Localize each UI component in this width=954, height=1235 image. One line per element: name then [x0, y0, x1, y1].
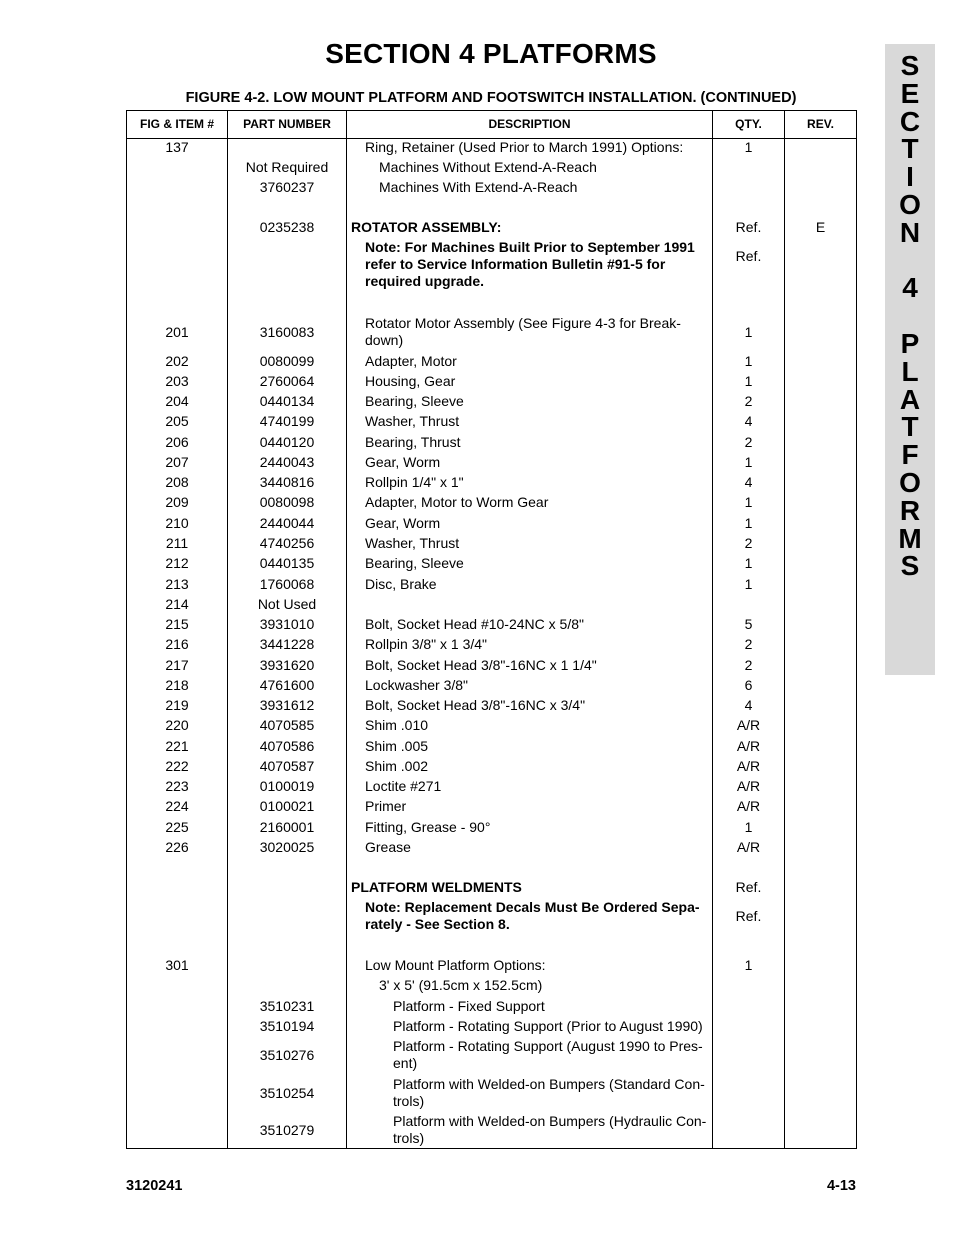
description-cell: Rollpin 1/4" x 1"	[365, 474, 464, 490]
fig-item-cell: 221	[165, 738, 189, 754]
description-cell: Gear, Worm	[365, 515, 441, 531]
fig-item-cell: 214	[165, 596, 189, 612]
description-cell: Low Mount Platform Options:	[365, 957, 546, 973]
part-number-cell: 4761600	[259, 677, 315, 693]
header-part-number: PART NUMBER	[243, 117, 331, 131]
fig-item-cell: 204	[165, 393, 189, 409]
qty-cell: 1	[744, 494, 753, 510]
fig-item-cell: 209	[165, 494, 189, 510]
document-number: 3120241	[126, 1178, 183, 1194]
part-number-cell: 0080099	[259, 353, 315, 369]
description-cell: Platform - Rotating Support (Prior to August 1990)	[393, 1018, 703, 1034]
description-cell: Bolt, Socket Head 3/8"-16NC x 3/4"	[365, 697, 586, 713]
part-number-cell: 3931620	[259, 657, 315, 673]
parts-table	[126, 110, 857, 1149]
part-number-cell: 3931010	[259, 616, 315, 632]
description-cell: Bearing, Sleeve	[365, 555, 464, 571]
qty-cell: A/R	[736, 839, 761, 855]
page-number: 4-13	[826, 1178, 856, 1194]
part-number-cell: 4070587	[259, 758, 315, 774]
header-qty: QTY.	[735, 117, 762, 131]
fig-item-cell: 220	[165, 717, 189, 733]
part-number-cell: 3510254	[259, 1085, 315, 1101]
qty-cell: 1	[744, 555, 753, 571]
part-number-cell: 3510231	[259, 998, 315, 1014]
description-cell: ROTATOR ASSEMBLY:	[351, 219, 502, 235]
part-number-cell: 2440043	[259, 454, 315, 470]
rev-cell: E	[815, 219, 826, 235]
description-cell: Washer, Thrust	[365, 413, 460, 429]
qty-cell: 1	[744, 139, 753, 155]
qty-cell: 4	[744, 697, 753, 713]
qty-cell: A/R	[736, 778, 761, 794]
part-number-cell: 3510279	[259, 1122, 315, 1138]
part-number-cell: 3440816	[259, 474, 315, 490]
qty-cell: 4	[744, 413, 753, 429]
part-number-cell: 3020025	[259, 839, 315, 855]
part-number-cell: 3160083	[259, 324, 315, 340]
section-title: SECTION 4 PLATFORMS	[325, 38, 657, 69]
qty-cell: 1	[744, 454, 753, 470]
description-cell: 3' x 5' (91.5cm x 152.5cm)	[379, 977, 543, 993]
part-number-cell: 1760068	[259, 576, 315, 592]
qty-cell: 6	[744, 677, 753, 693]
column-divider	[784, 111, 785, 1148]
qty-cell: A/R	[736, 758, 761, 774]
part-number-cell: 4740199	[259, 413, 315, 429]
description-cell: Bolt, Socket Head 3/8"-16NC x 1 1/4"	[365, 657, 597, 673]
part-number-cell: Not Used	[257, 596, 317, 612]
part-number-cell: 4740256	[259, 535, 315, 551]
part-number-cell: 2160001	[259, 819, 315, 835]
fig-item-cell: 219	[165, 697, 189, 713]
fig-item-cell: 226	[165, 839, 189, 855]
qty-cell: 2	[744, 657, 753, 673]
qty-cell: 1	[744, 373, 753, 389]
description-cell: Bearing, Thrust	[365, 434, 461, 450]
part-number-cell: 0100021	[259, 798, 315, 814]
description-cell: Adapter, Motor	[365, 353, 457, 369]
description-cell: Primer	[365, 798, 407, 814]
description-cell: Lockwasher 3/8"	[365, 677, 469, 693]
part-number-cell: 0235238	[259, 219, 315, 235]
fig-item-cell: 223	[165, 778, 189, 794]
part-number-cell: 3931612	[259, 697, 315, 713]
qty-cell: 1	[744, 324, 753, 340]
fig-item-cell: 201	[165, 324, 189, 340]
part-number-cell: 3510194	[259, 1018, 315, 1034]
fig-item-cell: 211	[165, 535, 189, 551]
header-fig-item: FIG & ITEM #	[139, 117, 214, 131]
description-cell: Adapter, Motor to Worm Gear	[365, 494, 549, 510]
part-number-cell: 0080098	[259, 494, 315, 510]
qty-cell: 1	[744, 353, 753, 369]
description-cell: Shim .002	[365, 758, 429, 774]
description-cell: Loctite #271	[365, 778, 442, 794]
fig-item-cell: 202	[165, 353, 189, 369]
fig-item-cell: 218	[165, 677, 189, 693]
part-number-cell: 0440120	[259, 434, 315, 450]
part-number-cell: 2760064	[259, 373, 315, 389]
fig-item-cell: 213	[165, 576, 189, 592]
part-number-cell: 3510276	[259, 1047, 315, 1063]
qty-cell: 1	[744, 819, 753, 835]
description-cell: Machines Without Extend-A-Reach	[379, 159, 597, 175]
qty-cell: Ref.	[735, 219, 762, 235]
description-cell: Gear, Worm	[365, 454, 441, 470]
description-cell: Rollpin 3/8" x 1 3/4"	[365, 636, 488, 652]
description-cell: Disc, Brake	[365, 576, 437, 592]
fig-item-cell: 224	[165, 798, 189, 814]
header-rev: REV.	[807, 117, 834, 131]
fig-item-cell: 301	[165, 957, 189, 973]
fig-item-cell: 217	[165, 657, 189, 673]
part-number-cell: 3760237	[259, 179, 315, 195]
qty-cell: Ref.	[735, 879, 762, 895]
qty-cell: 1	[744, 515, 753, 531]
description-cell: Bearing, Sleeve	[365, 393, 464, 409]
qty-cell: A/R	[736, 738, 761, 754]
fig-item-cell: 222	[165, 758, 189, 774]
part-number-cell: 4070585	[259, 717, 315, 733]
qty-cell: Ref.	[735, 248, 762, 264]
side-tab-label: S E C T I O N 4 P L A T F O R M S	[898, 50, 922, 582]
section-side-tab	[885, 44, 935, 675]
description-cell: Housing, Gear	[365, 373, 456, 389]
fig-item-cell: 206	[165, 434, 189, 450]
fig-item-cell: 137	[165, 139, 189, 155]
qty-cell: Ref.	[735, 908, 762, 924]
description-cell: Platform with Welded-on Bumpers (Hydraulic Con-trols)	[393, 1113, 707, 1146]
part-number-cell: 0440134	[259, 393, 315, 409]
part-number-cell: 4070586	[259, 738, 315, 754]
fig-item-cell: 215	[165, 616, 189, 632]
part-number-cell: 0100019	[259, 778, 315, 794]
description-cell: Grease	[365, 839, 411, 855]
description-cell: Shim .005	[365, 738, 429, 754]
description-cell: Fitting, Grease - 90°	[365, 819, 491, 835]
description-cell: PLATFORM WELDMENTS	[351, 879, 522, 895]
fig-item-cell: 212	[165, 555, 189, 571]
fig-item-cell: 208	[165, 474, 189, 490]
fig-item-cell: 203	[165, 373, 189, 389]
qty-cell: 1	[744, 576, 753, 592]
qty-cell: 1	[744, 957, 753, 973]
fig-item-cell: 216	[165, 636, 189, 652]
qty-cell: 5	[744, 616, 753, 632]
qty-cell: 2	[744, 535, 753, 551]
description-cell: Platform with Welded-on Bumpers (Standard Con-trols)	[393, 1076, 705, 1109]
fig-item-cell: 205	[165, 413, 189, 429]
description-cell: Platform - Fixed Support	[393, 998, 545, 1014]
figure-title: FIGURE 4-2. LOW MOUNT PLATFORM AND FOOTSWITCH INSTALLATION. (CONTINUED)	[185, 90, 797, 106]
description-cell: Rotator Motor Assembly (See Figure 4-3 for Break-down)	[365, 315, 681, 348]
description-cell: Platform - Rotating Support (August 1990 to Pres-ent)	[393, 1038, 703, 1071]
part-number-cell: 0440135	[259, 555, 315, 571]
qty-cell: 4	[744, 474, 753, 490]
fig-item-cell: 210	[165, 515, 189, 531]
description-cell: Note: For Machines Built Prior to September 1991 refer to Service Information Bulletin #91-5 for required upgrade.	[365, 239, 695, 289]
qty-cell: A/R	[736, 798, 761, 814]
description-cell: Bolt, Socket Head #10-24NC x 5/8"	[365, 616, 584, 632]
description-cell: Note: Replacement Decals Must Be Ordered Sepa-rately - See Section 8.	[365, 899, 700, 932]
part-number-cell: 3441228	[259, 636, 315, 652]
fig-item-cell: 207	[165, 454, 189, 470]
fig-item-cell: 225	[165, 819, 189, 835]
qty-cell: 2	[744, 393, 753, 409]
description-cell: Ring, Retainer (Used Prior to March 1991) Options:	[365, 139, 684, 155]
header-description: DESCRIPTION	[488, 117, 571, 131]
qty-cell: 2	[744, 636, 753, 652]
qty-cell: A/R	[736, 717, 761, 733]
part-number-cell: Not Required	[245, 159, 329, 175]
description-cell: Shim .010	[365, 717, 429, 733]
description-cell: Washer, Thrust	[365, 535, 460, 551]
description-cell: Machines With Extend-A-Reach	[379, 179, 578, 195]
qty-cell: 2	[744, 434, 753, 450]
part-number-cell: 2440044	[259, 515, 315, 531]
